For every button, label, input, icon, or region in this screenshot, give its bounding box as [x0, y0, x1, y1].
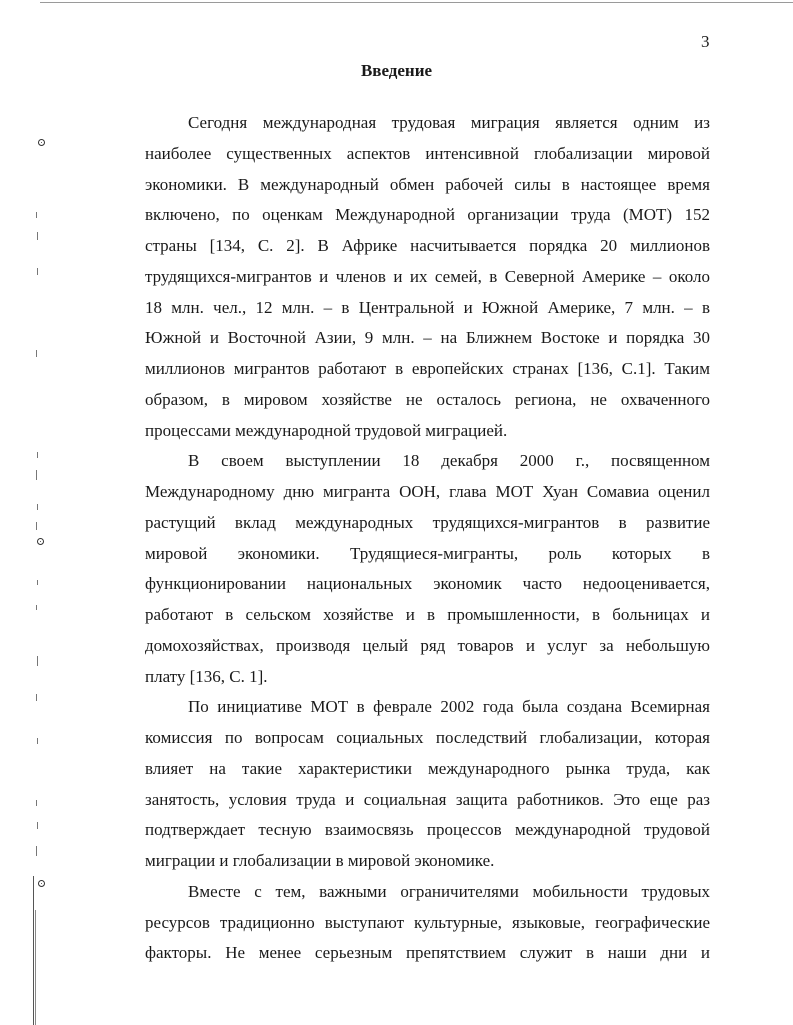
margin-tick	[37, 504, 38, 510]
text-line: комиссия по вопросам социальных последствий глобализации, которая	[145, 728, 710, 747]
margin-tick	[36, 350, 37, 357]
text-line: Международному дню мигранта ООН, глава МОТ Хуан Сомавиа оценил	[145, 482, 710, 501]
text-line: страны [134, С. 2]. В Африке насчитывается порядка 20 миллионов	[145, 236, 710, 255]
margin-tick	[37, 232, 38, 240]
text-line: Сегодня международная трудовая миграция является одним из	[188, 113, 710, 132]
text-line: занятость, условия труда и социальная защита работников. Это еще раз	[145, 789, 710, 809]
page-number: 3	[701, 32, 710, 51]
text-line: наиболее существенных аспектов интенсивной глобализации мировой	[145, 143, 710, 163]
text-line: трудящихся-мигрантов и членов и их семей, в Северной Америке – около	[145, 266, 710, 286]
section-heading: Введение	[360, 61, 433, 80]
text-line: 18 млн. чел., 12 млн. – в Центральной и Южной Америке, 7 млн. – в	[145, 297, 710, 317]
margin-tick	[36, 694, 37, 701]
margin-tick	[36, 470, 37, 480]
margin-tick	[37, 738, 38, 744]
scan-edge-line	[33, 876, 34, 1025]
text-line: образом, в мировом хозяйстве не осталось региона, не охваченного	[145, 389, 710, 409]
text-line: ресурсов традиционно выступают культурные, языковые, географические	[145, 912, 710, 932]
binder-hole-mark	[38, 139, 45, 146]
paragraph-4	[145, 877, 710, 969]
text-line: процессами международной трудовой миграцией.	[145, 420, 508, 440]
text-line: Южной и Восточной Азии, 9 млн. – на Ближнем Востоке и порядка 30	[145, 328, 710, 348]
margin-tick	[37, 822, 38, 829]
text-line: влияет на такие характеристики международного рынка труда, как	[145, 758, 710, 778]
margin-tick	[37, 580, 38, 585]
text-line: факторы. Не менее серьезным препятствием служит в наши дни и	[145, 943, 710, 963]
paragraph-3	[145, 692, 710, 877]
text-line: работают в сельском хозяйстве и в промышленности, в больницах и	[145, 605, 710, 624]
paragraph-2	[145, 446, 710, 692]
margin-tick	[37, 268, 38, 275]
text-line: подтверждает тесную взаимосвязь процессов международной трудовой	[145, 820, 710, 840]
text-line: мировой экономики. Трудящиеся-мигранты, роль которых в	[145, 543, 710, 563]
paragraph-1	[145, 108, 710, 446]
text-line: включено, по оценкам Международной организации труда (МОТ) 152	[145, 205, 710, 225]
text-line: миллионов мигрантов работают в европейских странах [136, С.1]. Таким	[145, 359, 710, 378]
page-top-rule	[40, 2, 793, 3]
text-line: экономики. В международный обмен рабочей силы в настоящее время	[145, 174, 710, 194]
margin-tick	[37, 452, 38, 458]
body-text	[145, 108, 710, 969]
margin-tick	[37, 656, 38, 666]
margin-tick	[36, 846, 37, 856]
margin-tick	[36, 605, 37, 610]
text-line: По инициативе МОТ в феврале 2002 года была создана Всемирная	[188, 697, 710, 717]
text-line: плату [136, С. 1].	[145, 666, 268, 686]
left-margin-scan-marks	[0, 0, 60, 1025]
text-line: растущий вклад международных трудящихся-мигрантов в развитие	[145, 512, 710, 532]
text-line: Вместе с тем, важными ограничителями мобильности трудовых	[188, 881, 710, 901]
text-line: миграции и глобализации в мировой экономике.	[145, 851, 495, 870]
scan-edge-line	[35, 910, 36, 1025]
binder-hole-mark	[37, 538, 44, 545]
margin-tick	[36, 800, 37, 806]
text-line: В своем выступлении 18 декабря 2000 г., посвященном	[188, 451, 710, 471]
text-line: функционировании национальных экономик часто недооценивается,	[145, 574, 710, 594]
margin-tick	[36, 212, 37, 218]
binder-hole-mark	[38, 880, 45, 887]
text-line: домохозяйствах, производя целый ряд товаров и услуг за небольшую	[145, 635, 710, 655]
margin-tick	[36, 522, 37, 530]
